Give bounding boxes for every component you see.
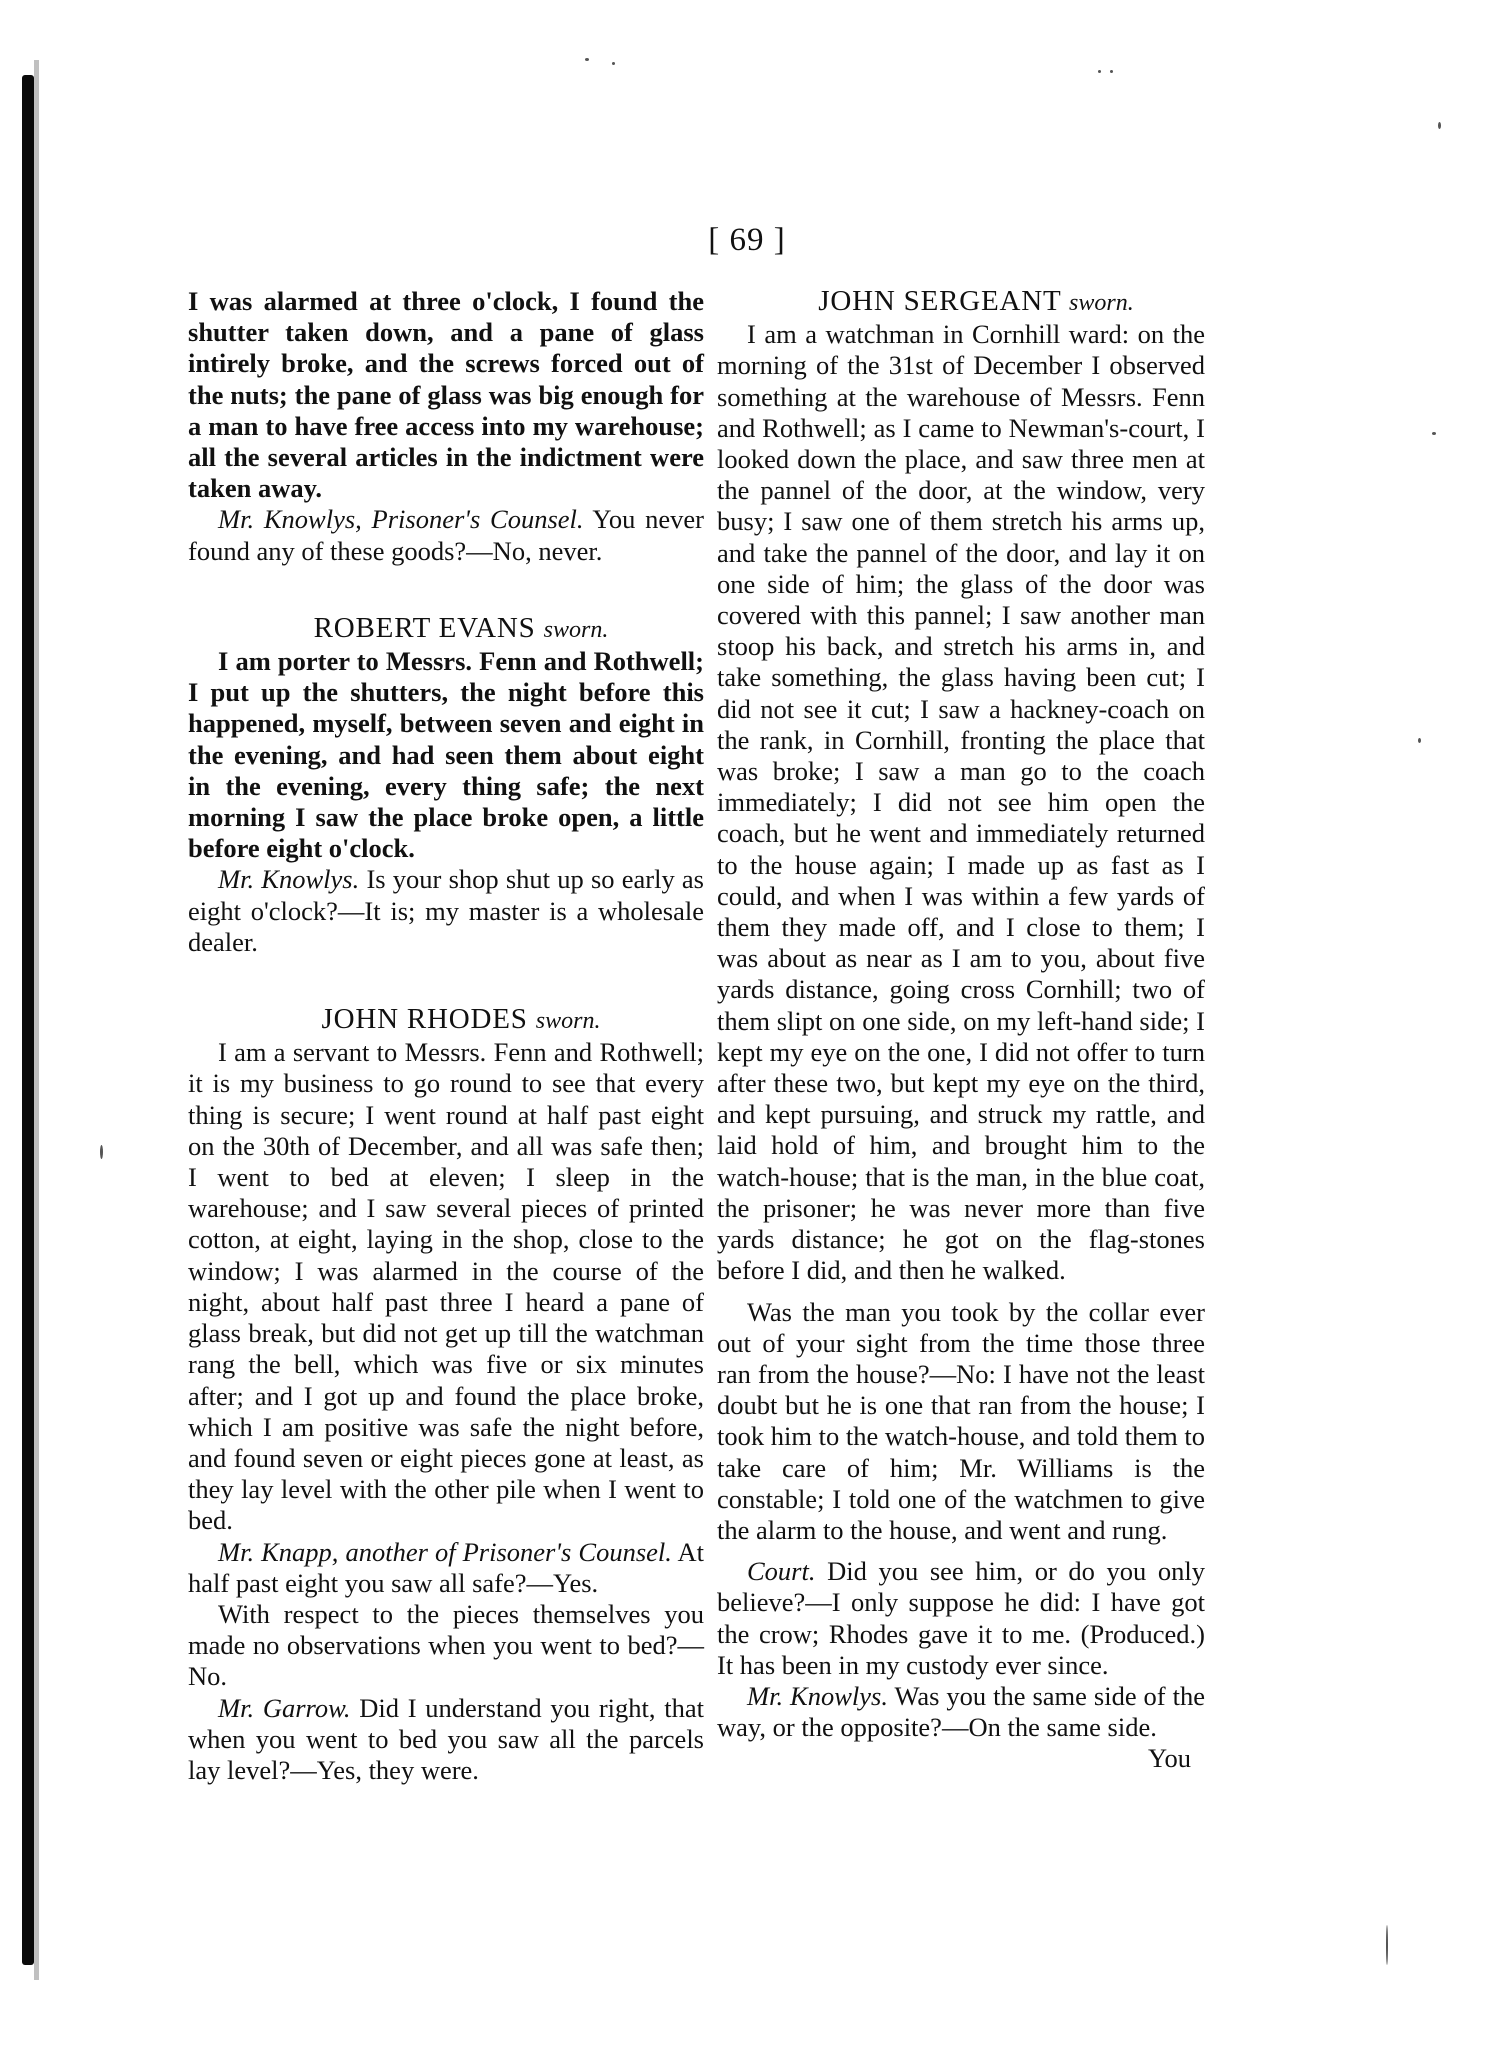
testimony-paragraph: I was alarmed at three o'clock, I found the shutter taken down, and a pane of glass intirely broke, and the screws forced out of the nuts; the pane of glass was big enough for a man to have free access into my warehouse; all the several articles in the indictment were taken away.	[188, 286, 704, 504]
speaker-label: Mr. Knapp, another of Prisoner's Counsel.	[218, 1536, 672, 1567]
ink-speck	[1386, 1925, 1388, 1965]
ink-speck	[585, 58, 589, 61]
sworn-label: sworn.	[1069, 290, 1134, 316]
question-answer-text: At half past eight you saw all safe?—Yes.	[188, 1536, 704, 1598]
question-answer-text: You never found any of these goods?—No, never.	[188, 504, 704, 566]
speaker-label: Mr. Knowlys, Prisoner's Counsel.	[218, 504, 584, 535]
question-answer-text: Was you the same side of the way, or the opposite?—On the same side.	[717, 1680, 1205, 1743]
cross-examination-paragraph	[717, 1681, 1205, 1743]
cross-examination-paragraph	[188, 1693, 704, 1787]
ink-speck	[1418, 738, 1421, 743]
ink-speck	[1438, 122, 1441, 129]
witness-name: JOHN RHODES	[321, 1003, 528, 1036]
right-column	[717, 286, 1205, 1775]
witness-name: JOHN SERGEANT	[818, 285, 1061, 317]
ink-speck	[1110, 70, 1113, 73]
left-column	[188, 286, 704, 1786]
witness-heading	[717, 286, 1205, 319]
question-answer-text: Is your shop shut up so early as eight o'clock?—It is; my master is a wholesale dealer.	[188, 864, 704, 957]
section-spacer	[188, 958, 704, 1004]
sworn-label: sworn.	[543, 616, 609, 643]
cross-examination-paragraph	[188, 1537, 704, 1599]
catchword: You	[1148, 1743, 1191, 1774]
ink-speck	[1098, 70, 1101, 73]
page-number: [ 69 ]	[708, 222, 786, 258]
witness-name: ROBERT EVANS	[313, 611, 536, 644]
witness-heading	[188, 613, 704, 646]
cross-examination-paragraph	[188, 864, 704, 958]
question-answer-text: Did I understand you right, that when you went to bed you saw all the parcels lay level?—Yes, they were.	[188, 1692, 705, 1785]
question-paragraph: Was the man you took by the collar ever out of your sight from the time those three ran from the house?—No: I have not the least doubt but he is one that ran from the house; I took him to the watch-house, and told them to take care of him; Mr. Williams is the constable; I told one of the watchmen to give the alarm to the house, and went and rung.	[717, 1296, 1205, 1545]
sworn-label: sworn.	[535, 1008, 601, 1035]
cross-examination-paragraph	[717, 1556, 1205, 1681]
speaker-label: Court.	[747, 1556, 816, 1587]
testimony-paragraph: I am a servant to Messrs. Fenn and Rothwell; it is my business to go round to see that every thing is secure; I went round at half past eight on the 30th of December, and all was safe then; I went to bed at eleven; I sleep in the warehouse; and I saw several pieces of printed cotton, at eight, laying in the shop, close to the window; I was alarmed in the course of the night, about half past three I heard a pane of glass break, but did not get up till the watchman rang the bell, which was five or six minutes after; and I got up and found the place broke, which I am positive was safe the night before, and found seven or eight pieces gone at least, as they lay level with the other pile when I went to bed.	[188, 1037, 704, 1536]
question-answer-text: Did you see him, or do you only believe?—I only suppose he did: I have got the crow; Rhodes gave it to me. (Produced.) It has been in my custody ever since.	[717, 1556, 1206, 1680]
speaker-label: Mr. Knowlys.	[218, 864, 360, 895]
testimony-paragraph: I am a watchman in Cornhill ward: on the morning of the 31st of December I observed something at the warehouse of Messrs. Fenn and Rothwell; as I came to Newman's-court, I looked down the place, and saw three men at the pannel of the door, at the window, very busy; I saw one of them stretch his arms up, and take the pannel of the door, and lay it on one side of him; the glass of the door was covered with this pannel; I saw another man stoop his back, and stretch his arms in, and take something, the glass having been cut; I did not see it cut; I saw a hackney-coach on the rank, in Cornhill, fronting the place that was broke; I saw a man go to the coach immediately; I did not see him open the coach, but he went and immediately returned to the house again; I made up as fast as I could, and when I was within a few yards of them they made off, and I close to them; I was about as near as I am to you, about five yards distance, going cross Cornhill; two of them slipt on one side, on my left-hand side; I kept my eye on the one, I did not offer to turn after these two, but kept my eye on the third, and kept pursuing, and struck my rattle, and laid hold of him, and brought him to the watch-house; that is the man, in the blue coat, the prisoner; he was never more than five yards distance; he got on the flag-stones before I did, and then he walked.	[717, 319, 1205, 1286]
ink-speck	[612, 62, 615, 65]
testimony-paragraph: I am porter to Messrs. Fenn and Rothwell; I put up the shutters, the night before this happened, myself, between seven and eight in the evening, and had seen them about eight in the evening, every thing safe; the next morning I saw the place broke open, a little before eight o'clock.	[188, 646, 704, 864]
question-paragraph: With respect to the pieces themselves you made no observations when you went to bed?—No.	[188, 1598, 704, 1692]
cross-examination-paragraph	[188, 504, 704, 566]
paragraph-spacer	[717, 1546, 1205, 1556]
witness-heading	[188, 1004, 704, 1037]
binding-shadow	[22, 75, 34, 1965]
binding-shadow-soft	[34, 60, 39, 1980]
speaker-label: Mr. Knowlys.	[747, 1680, 888, 1711]
speaker-label: Mr. Garrow.	[218, 1692, 351, 1723]
ink-speck	[1432, 432, 1436, 435]
ink-speck	[100, 1145, 103, 1159]
section-spacer	[188, 567, 704, 613]
paragraph-spacer	[717, 1287, 1205, 1297]
